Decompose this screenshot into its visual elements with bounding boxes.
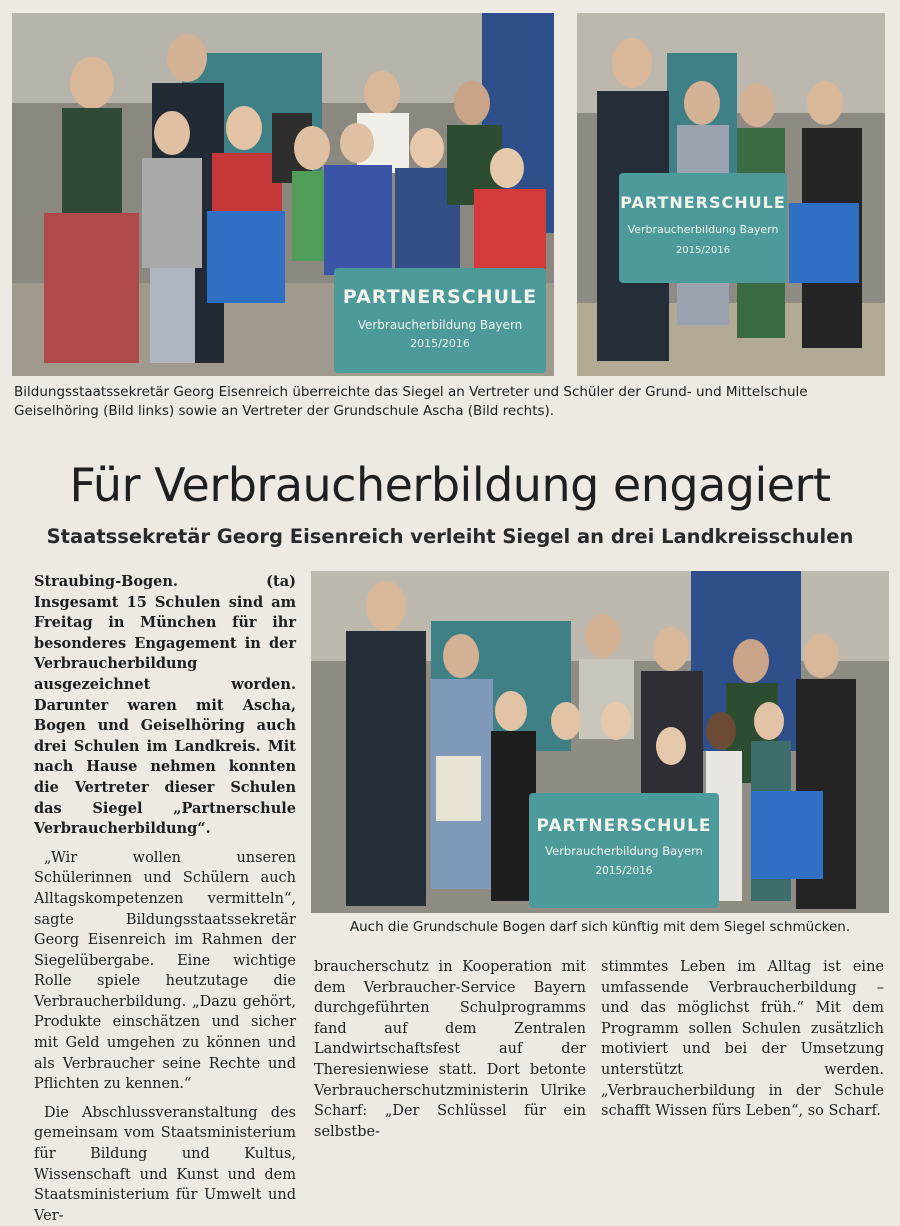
photo-caption-bottom: Auch die Grundschule Bogen darf sich künftig mit dem Siegel schmücken. — [349, 919, 851, 935]
banner-line1: Verbraucherbildung Bayern — [627, 223, 779, 236]
article-column-1 — [34, 572, 296, 1226]
headline: Für Verbraucherbildung engagiert — [69, 458, 831, 512]
article-paragraph: braucherschutz in Kooperation mit dem Verbraucher-Service Bayern durchgeführten Schulprogramms fand auf dem Zentralen Landwirtschaftsfest auf der Theresienwiese statt. Dort betonte Verbraucherschutzministerin Ulrike Scharf: „Der Schlüssel für ein selbstbe- — [314, 959, 586, 1140]
banner-line1: Verbraucherbildung Bayern — [545, 844, 703, 858]
article-paragraph: „Wir wollen unseren Schülerinnen und Schülern auch Alltagskompetenzen vermitteln“, sagte Bildungsstaatssekretär Georg Eisenreich im Rahmen der Siegelübergabe. Eine wichtige Rolle spiele heutzutage die Verbraucherbildung. „Dazu gehört, Produkte einschätzen und sicher mit Geld umgehen zu können und als Verbraucher seine Rechte und Pflichten zu kennen.“ — [34, 849, 296, 1093]
banner-title: PARTNERSCHULE — [536, 816, 712, 836]
banner-title: PARTNERSCHULE — [620, 193, 786, 212]
banner-line2: 2015/2016 — [595, 865, 653, 877]
photo-geiselhoering-image — [12, 13, 554, 376]
photo-ascha-image — [577, 13, 885, 376]
article-paragraph: stimmtes Leben im Alltag ist eine umfassende Verbraucherbildung – und das möglichst früh.“ Mit dem Programm sollen Schulen zusätzlich motiviert und bei der Umsetzung unterstützt werden. „Verbraucherbildung in der Schule schafft Wissen fürs Leben“, so Scharf. — [601, 959, 884, 1120]
photo-bogen-image — [311, 571, 889, 913]
article-lead: Straubing-Bogen. (ta) Insgesamt 15 Schulen sind am Freitag in München für ihr besonderes Engagement in der Verbraucherbildung ausgezeichnet worden. Darunter waren mit Ascha, Bogen und Geiselhöring auch drei Schulen im Landkreis. Mit nach Hause nehmen konnten die Vertreter dieser Schulen das Siegel „Partnerschule Verbraucherbildung“. — [34, 573, 296, 838]
article-column-2 — [314, 957, 586, 1142]
banner-line2: 2015/2016 — [675, 245, 731, 256]
photo-caption-top: Bildungsstaatssekretär Georg Eisenreich überreichte das Siegel an Vertreter und Schüler der Grund- und Mittelschule Geiselhöring (Bild links) sowie an Vertreter der Grundschule Ascha (Bild rechts). — [14, 384, 808, 419]
photo-ascha — [577, 13, 885, 376]
subheadline: Staatssekretär Georg Eisenreich verleiht Siegel an drei Landkreisschulen — [46, 525, 854, 548]
article-paragraph: Die Abschlussveranstaltung des gemeinsam vom Staatsministerium für Bildung und Kultus, Wissenschaft und Kunst und dem Staatsministerium für Umwelt und Ver- — [34, 1104, 296, 1224]
photo-bogen — [311, 571, 889, 913]
photo-geiselhoering — [12, 13, 554, 376]
banner-line2: 2015/2016 — [410, 337, 470, 350]
banner-title: PARTNERSCHULE — [342, 286, 538, 308]
article-column-3 — [601, 957, 884, 1122]
banner-line1: Verbraucherbildung Bayern — [357, 318, 523, 332]
